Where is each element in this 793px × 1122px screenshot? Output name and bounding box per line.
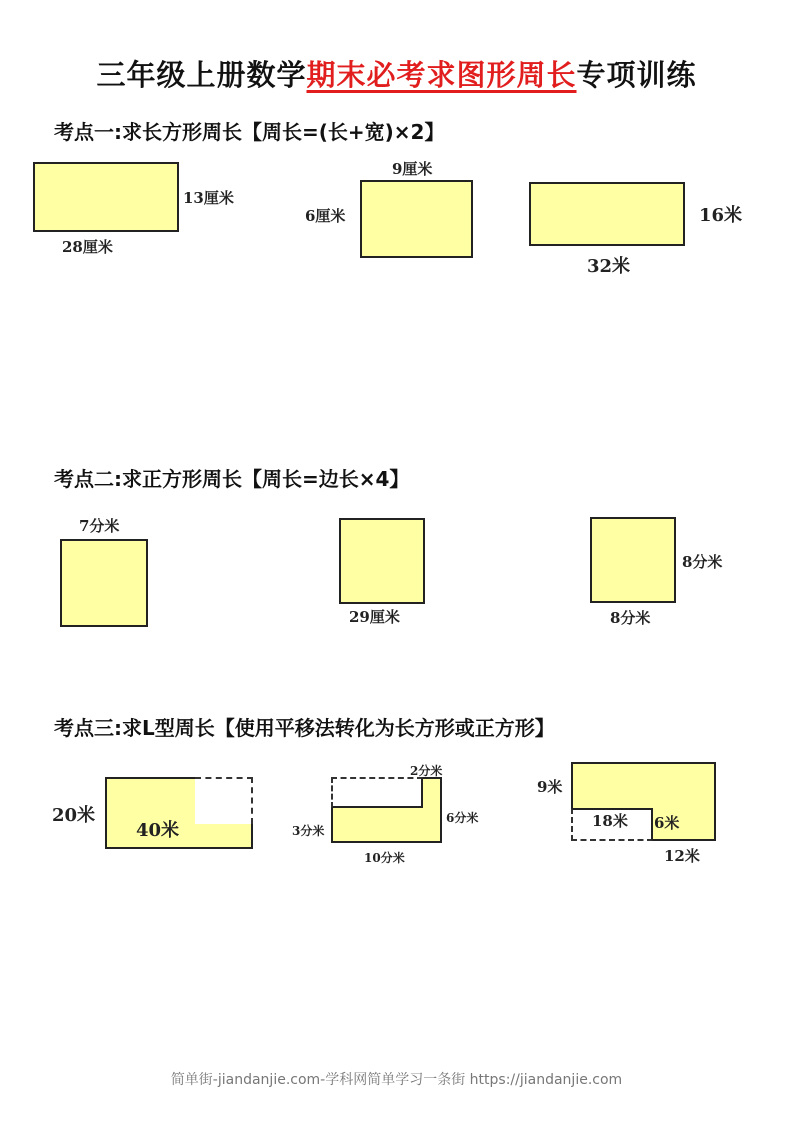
l-shape-height-label: 20米: [52, 805, 96, 826]
page-title: [0, 55, 793, 95]
l-shape-bottom-label: 10分米: [364, 851, 405, 865]
rectangle-shape: [529, 182, 685, 246]
l-shape-inner-bottom-label: 18米: [592, 812, 628, 830]
rectangle-width-label: 9厘米: [392, 160, 433, 178]
square-side-bottom-label: 8分米: [610, 609, 651, 627]
l-shape-right-label: 6分米: [446, 811, 479, 825]
square-side-label: 7分米: [79, 517, 120, 535]
title-part1: 三年级上册数学: [96, 58, 307, 92]
section1-heading: 考点一:求长方形周长【周长=(长+宽)×2】: [54, 120, 445, 144]
square-shape: [590, 517, 676, 603]
rectangle-width-label: 32米: [587, 256, 631, 277]
l-shape-top-label: 2分米: [410, 764, 443, 778]
l-shape-inner-right-label: 6米: [654, 814, 680, 832]
square-side-right-label: 8分米: [682, 553, 723, 571]
square-shape: [339, 518, 425, 604]
l-shape-width-label: 40米: [136, 820, 180, 841]
title-part2: 专项训练: [576, 58, 697, 92]
section3-heading: 考点三:求L型周长【使用平移法转化为长方形或正方形】: [54, 716, 555, 740]
square-side-label: 29厘米: [349, 608, 400, 626]
rectangle-height-label: 6厘米: [305, 207, 346, 225]
l-shape-bottom-label: 12米: [664, 847, 700, 865]
l-shape-left-label: 3分米: [292, 824, 325, 838]
title-highlight: 期末必考求图形周长: [306, 58, 577, 92]
rectangle-height-label: 16米: [699, 205, 743, 226]
rectangle-shape: [360, 180, 473, 258]
footer-text: 简单街-jiandanjie.com-学科网简单学习一条街 https://jiandanjie.com: [170, 1072, 623, 1088]
l-shape-left-label: 9米: [537, 778, 563, 796]
rectangle-height-label: 13厘米: [183, 189, 234, 207]
section2-heading: 考点二:求正方形周长【周长=边长×4】: [54, 467, 410, 491]
square-shape: [60, 539, 148, 627]
rectangle-width-label: 28厘米: [62, 238, 113, 256]
rectangle-shape: [33, 162, 179, 232]
cut-corner: [331, 777, 423, 808]
dashed-outline: [195, 777, 253, 824]
